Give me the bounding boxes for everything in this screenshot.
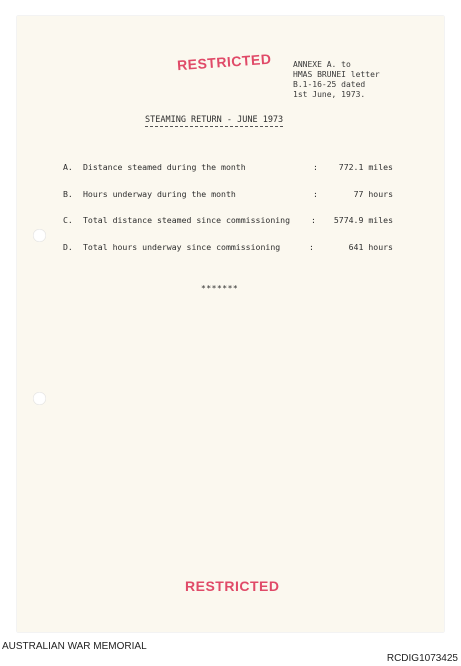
list-item	[63, 189, 393, 216]
item-letter: B.	[63, 188, 73, 199]
list-item	[63, 242, 393, 269]
annex-line: ANNEXE A. to	[293, 60, 351, 69]
footer-institution: AUSTRALIAN WAR MEMORIAL	[2, 641, 147, 652]
item-label: Total hours underway since commissioning	[83, 241, 281, 252]
item-label: Hours underway during the month	[83, 188, 236, 199]
item-letter: D.	[63, 241, 73, 252]
item-value: 5774.9 miles	[333, 215, 393, 225]
annex-line: HMAS BRUNEI letter	[293, 70, 380, 79]
steaming-items	[63, 162, 393, 268]
item-letter: A.	[63, 162, 73, 172]
list-item	[63, 162, 393, 189]
list-item	[63, 215, 393, 242]
item-colon: :	[313, 162, 318, 172]
punch-hole-bottom	[33, 392, 46, 405]
item-label: Distance steamed during the month	[83, 162, 246, 172]
item-colon: :	[311, 215, 316, 225]
item-value: 772.1 miles	[338, 162, 393, 172]
item-colon: :	[313, 188, 318, 199]
item-letter: C.	[63, 215, 73, 225]
punch-hole-top	[33, 229, 46, 242]
annex-reference	[293, 60, 380, 100]
item-value: 641 hours	[348, 241, 393, 252]
annex-line: 1st June, 1973.	[293, 90, 366, 99]
restricted-stamp-bottom: RESTRICTED	[185, 578, 280, 594]
annex-line: B.1-16-25 dated	[293, 80, 366, 89]
separator-stars: *******	[201, 284, 239, 293]
document-page	[17, 16, 444, 632]
restricted-stamp-top: RESTRICTED	[176, 50, 272, 74]
document-heading: STEAMING RETURN - JUNE 1973	[145, 115, 284, 125]
item-value: 77 hours	[353, 188, 393, 199]
item-colon: :	[309, 241, 314, 252]
item-label: Total distance steamed since commissioning	[83, 215, 291, 225]
footer-record-id: RCDIG1073425	[386, 653, 458, 664]
